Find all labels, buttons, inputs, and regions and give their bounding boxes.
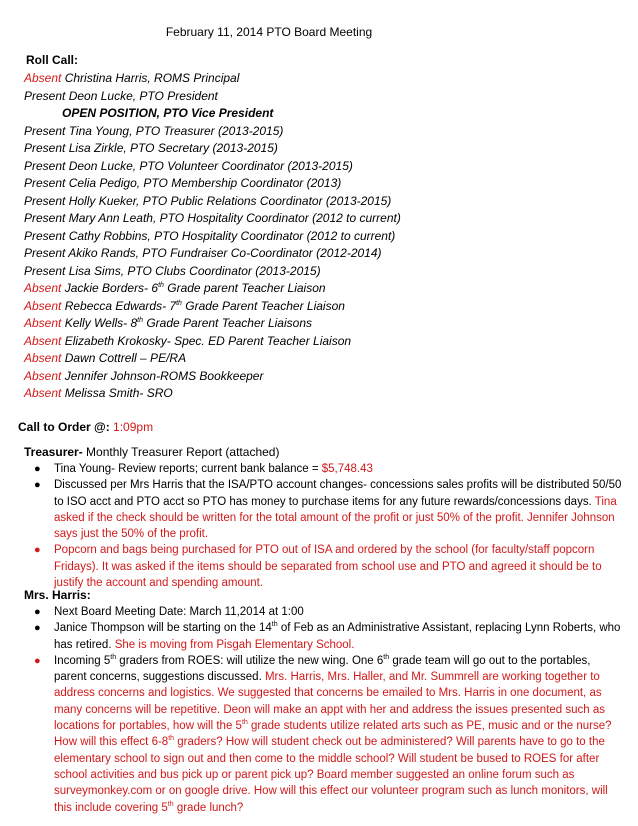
- list-item: [24, 653, 624, 816]
- list-item: [24, 604, 624, 620]
- roll-call-entry: [24, 175, 624, 193]
- roll-call-entry: [24, 263, 624, 281]
- bullet-note: Popcorn and bags being purchased for PTO out of ISA and ordered by the school (for faculty/staff popcorn Fridays). It was asked if the items should be separated from school use and PTO and agreed it should be to justify the account and spending amount.: [54, 544, 602, 590]
- treasurer-heading-label: Treasurer-: [24, 445, 83, 459]
- bullet-note: She is moving from Pisgah Elementary School.: [114, 638, 355, 651]
- roll-call-name: Lisa Sims, PTO Clubs Coordinator (2013-2015): [65, 263, 321, 278]
- attendance-status: Absent: [24, 386, 62, 400]
- roll-call-entry: [24, 315, 624, 333]
- attendance-status: Present: [24, 246, 66, 260]
- bullet-text: Tina Young- Review reports; current bank balance =: [54, 463, 322, 475]
- treasurer-section: [24, 445, 624, 591]
- attendance-status: Present: [24, 263, 66, 278]
- superscript: th: [110, 654, 117, 662]
- bullet-note: grade lunch?: [173, 801, 244, 814]
- attendance-status: Present: [24, 88, 66, 103]
- roll-call-entry: [24, 193, 624, 211]
- roll-call-entry: [24, 280, 624, 298]
- bullet-text: Incoming 5: [54, 654, 111, 667]
- attendance-status: Absent: [24, 351, 62, 365]
- attendance-status: Absent: [24, 281, 62, 295]
- harris-section: [24, 588, 624, 816]
- roll-call-entry: [24, 140, 624, 158]
- roll-call-name: Dawn Cottrell – PE/RA: [61, 351, 187, 365]
- bullet-text: of Feb as an Administrative Assistant, replacing Lynn Roberts, who has retired.: [54, 622, 621, 651]
- list-item: [24, 542, 624, 591]
- bullet-text: Janice Thompson will be starting on the 14: [54, 622, 272, 635]
- roll-call-name: Deon Lucke, PTO President: [65, 88, 218, 103]
- bullet-note: Tina asked if the check should be written for the total amount of the profit or just 50% of the profit. Jennifer Johnson says just the 50% of the profit.: [54, 495, 617, 541]
- attendance-status: Absent: [24, 298, 62, 313]
- superscript: th: [241, 719, 248, 727]
- roll-call-name: Jackie Borders- 6th Grade parent Teacher Liaison: [61, 281, 326, 295]
- attendance-status: Absent: [24, 316, 62, 330]
- superscript: th: [383, 654, 390, 662]
- bullet-icon: ●: [34, 606, 41, 618]
- roll-call-name: Cathy Robbins, PTO Hospitality Coordinator (2012 to current): [65, 228, 396, 243]
- bullet-icon: ●: [34, 654, 41, 667]
- roll-call-entry: [24, 333, 624, 351]
- attendance-status: Absent: [24, 333, 62, 348]
- roll-call-name: Deon Lucke, PTO Volunteer Coordinator (2013-2015): [65, 158, 353, 173]
- roll-call-entry: [24, 368, 624, 386]
- roll-call-name: Elizabeth Krokosky- Spec. ED Parent Teacher Liaison: [61, 333, 352, 348]
- call-to-order: [18, 420, 153, 434]
- bullet-text: grade team will go out to the portables, parent concerns, suggestions discussed.: [54, 654, 591, 684]
- treasurer-subheading: Monthly Treasurer Report (attached): [82, 445, 280, 459]
- attendance-status: Absent: [24, 71, 62, 85]
- roll-call-name: Tina Young, PTO Treasurer (2013-2015): [65, 123, 284, 138]
- roll-call-name: Holly Kueker, PTO Public Relations Coordinator (2013-2015): [65, 193, 392, 208]
- bullet-icon: ●: [34, 463, 41, 475]
- bullet-text: Next Board Meeting Date: March 11,2014 at 1:00: [54, 606, 304, 618]
- roll-call-entry: [24, 70, 624, 88]
- roll-call-name: Mary Ann Leath, PTO Hospitality Coordinator (2012 to current): [65, 211, 401, 225]
- bank-balance: $5,748.43: [321, 463, 373, 475]
- bullet-icon: ●: [34, 479, 41, 492]
- harris-heading: [24, 588, 624, 602]
- attendance-status: Present: [24, 193, 66, 208]
- roll-call-entry: [24, 350, 624, 368]
- roll-call-entry: [24, 385, 624, 403]
- superscript: th: [168, 735, 175, 743]
- attendance-status: Present: [24, 158, 66, 173]
- roll-call-entry: [24, 123, 624, 141]
- bullet-note: Mrs. Harris, Mrs. Haller, and Mr. Summrell are working together to address concerns and logistics. We suggested that concerns be emailed to Mrs. Harris in one document, as many concerns will be repetitive. Deon will make an appt with her and address the issues presented such as locations for portables, how will the 5: [54, 671, 606, 733]
- roll-call-entry: [24, 158, 624, 176]
- roll-call-entry: [24, 88, 624, 106]
- roll-call-entry: [24, 228, 624, 246]
- list-item: [24, 477, 624, 542]
- roll-call-name: Kelly Wells- 8th Grade Parent Teacher Liaisons: [61, 316, 312, 330]
- bullet-note: grade students utilize related arts such as PE, music and or the nurse? How will this effect 6-8: [54, 720, 612, 749]
- attendance-status: Absent: [24, 368, 62, 383]
- document-title: February 11, 2014 PTO Board Meeting: [165, 25, 373, 39]
- roll-call-entry: [24, 245, 624, 263]
- roll-call-name: Jennifer Johnson-ROMS Bookkeeper: [61, 368, 264, 383]
- attendance-status: Present: [24, 141, 66, 155]
- attendance-status: Present: [24, 211, 66, 225]
- roll-call-name: Melissa Smith- SRO: [61, 386, 173, 400]
- roll-call-entry: [24, 298, 624, 316]
- treasurer-heading: [24, 445, 624, 459]
- roll-call-name: OPEN POSITION, PTO Vice President: [62, 106, 274, 120]
- roll-call-entry: [24, 210, 624, 228]
- list-item: [24, 461, 624, 477]
- bullet-icon: ●: [34, 544, 41, 557]
- roll-call-list: [24, 70, 624, 403]
- attendance-status: Present: [24, 123, 66, 138]
- superscript: th: [271, 621, 278, 629]
- roll-call-name: Christina Harris, ROMS Principal: [61, 71, 240, 85]
- harris-heading-label: Mrs. Harris:: [24, 588, 91, 602]
- roll-call-name: Akiko Rands, PTO Fundraiser Co-Coordinator (2012-2014): [65, 246, 382, 260]
- attendance-status: Present: [24, 176, 66, 190]
- roll-call-name: Celia Pedigo, PTO Membership Coordinator (2013): [65, 176, 342, 190]
- attendance-status: Present: [24, 228, 66, 243]
- roll-call-name: Rebecca Edwards- 7th Grade Parent Teacher Liaison: [61, 298, 345, 313]
- roll-call-entry: [24, 105, 624, 123]
- bullet-note: graders? How will student check out be administered? Will parents have to go to the elementary school to sign out and then come to the middle school? Will student be bused to ROES for after school activities and bus pick up or parent pick up? Board member suggested an online forum such as surveymonkey.com or on google drive. How will this effect our volunteer program such as lunch monitors, will this include covering 5: [54, 736, 608, 814]
- call-to-order-label: Call to Order @:: [18, 420, 110, 434]
- bullet-text: graders from ROES: will utilize the new wing. One 6: [116, 654, 384, 667]
- call-to-order-time: 1:09pm: [109, 420, 154, 434]
- bullet-icon: ●: [34, 622, 41, 635]
- list-item: [24, 620, 624, 653]
- roll-call-heading: Roll Call:: [26, 53, 79, 67]
- roll-call-name: Lisa Zirkle, PTO Secretary (2013-2015): [65, 141, 278, 155]
- bullet-text: Discussed per Mrs Harris that the ISA/PTO account changes- concessions sales profits will be distributed 50/50 to ISO acct and PTO acct so PTO has money to purchase items for any future rewards/concessions days.: [54, 479, 622, 508]
- superscript: th: [167, 800, 174, 808]
